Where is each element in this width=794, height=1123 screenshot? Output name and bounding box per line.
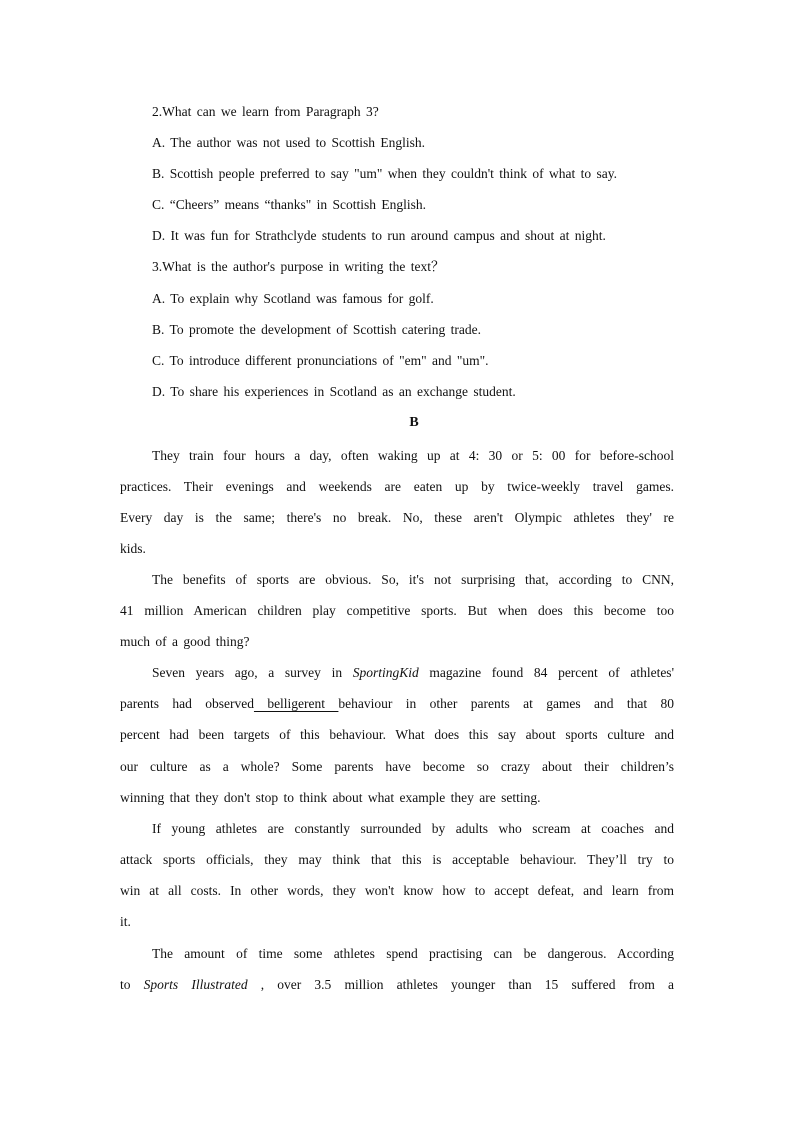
passage-p5-line-2 — [120, 977, 674, 993]
passage-p3-line-4: our culture as a whole? Some parents have become so crazy about their children’s — [120, 759, 674, 774]
passage-p2-line-3: much of a good thing? — [120, 634, 250, 649]
passage-p4-line-1: If young athletes are constantly surrounded by adults who scream at coaches and — [152, 821, 674, 836]
passage-p3-line-5: winning that they don't stop to think about what example they are setting. — [120, 790, 541, 805]
question-3-option-a: A. To explain why Scotland was famous for golf. — [152, 291, 434, 306]
magazine-title-sportingkid: SportingKid — [352, 665, 419, 680]
question-2-option-b: B. Scottish people preferred to say "um" when they couldn't think of what to say. — [152, 166, 617, 181]
question-2-option-d: D. It was fun for Strathclyde students to run around campus and shout at night. — [152, 228, 606, 243]
passage-p3-line-1 — [152, 665, 674, 681]
passage-p4-line-2: attack sports officials, they may think that this is acceptable behaviour. They’ll try to — [120, 852, 674, 867]
question-3-option-c: C. To introduce different pronunciations of "em" and "um". — [152, 353, 489, 368]
passage-p1-line-1: They train four hours a day, often waking up at 4: 30 or 5: 00 for before-school — [152, 448, 674, 463]
passage-p3-line-2-start: parents had observed — [120, 696, 254, 711]
passage-p2-line-1: The benefits of sports are obvious. So, it's not surprising that, according to CNN, — [152, 572, 674, 587]
passage-p3-line-1-end: magazine found 84 percent of athletes' — [418, 665, 674, 680]
question-3-stem: 3.What is the author's purpose in writing the text？ — [152, 259, 445, 274]
passage-p3-line-3: percent had been targets of this behaviour. What does this say about sports culture and — [120, 727, 674, 742]
passage-p1-line-3: Every day is the same; there's no break. No, these aren't Olympic athletes they' re — [120, 510, 674, 525]
passage-p1-line-4: kids. — [120, 541, 146, 556]
passage-p3-line-2 — [120, 696, 674, 712]
section-heading: B — [409, 415, 419, 430]
underlined-word-belligerent: belligerent — [253, 696, 339, 711]
question-2-option-a: A. The author was not used to Scottish English. — [152, 135, 425, 150]
passage-p4-line-4: it. — [120, 914, 131, 929]
passage-p2-line-2: 41 million American children play competitive sports. But when does this become too — [120, 603, 674, 618]
passage-p3-line-2-end: behaviour in other parents at games and that 80 — [338, 696, 675, 711]
magazine-title-sports-illustrated: Sports Illustrated — [143, 977, 248, 992]
question-3-option-b: B. To promote the development of Scottish catering trade. — [152, 322, 481, 337]
passage-p5-line-2-end: , over 3.5 million athletes younger than 15 suffered from a — [247, 977, 674, 992]
passage-p3-line-1-start: Seven years ago, a survey in — [152, 665, 353, 680]
question-2-stem: 2.What can we learn from Paragraph 3? — [152, 104, 379, 119]
passage-p1-line-2: practices. Their evenings and weekends are eaten up by twice-weekly travel games. — [120, 479, 674, 494]
passage-p5-line-2-start: to — [120, 977, 144, 992]
question-3-option-d: D. To share his experiences in Scotland as an exchange student. — [152, 384, 516, 399]
question-2-option-c: C. “Cheers” means “thanks" in Scottish English. — [152, 197, 426, 212]
passage-p5-line-1: The amount of time some athletes spend practising can be dangerous. According — [152, 946, 674, 961]
passage-p4-line-3: win at all costs. In other words, they won't know how to accept defeat, and learn from — [120, 883, 674, 898]
